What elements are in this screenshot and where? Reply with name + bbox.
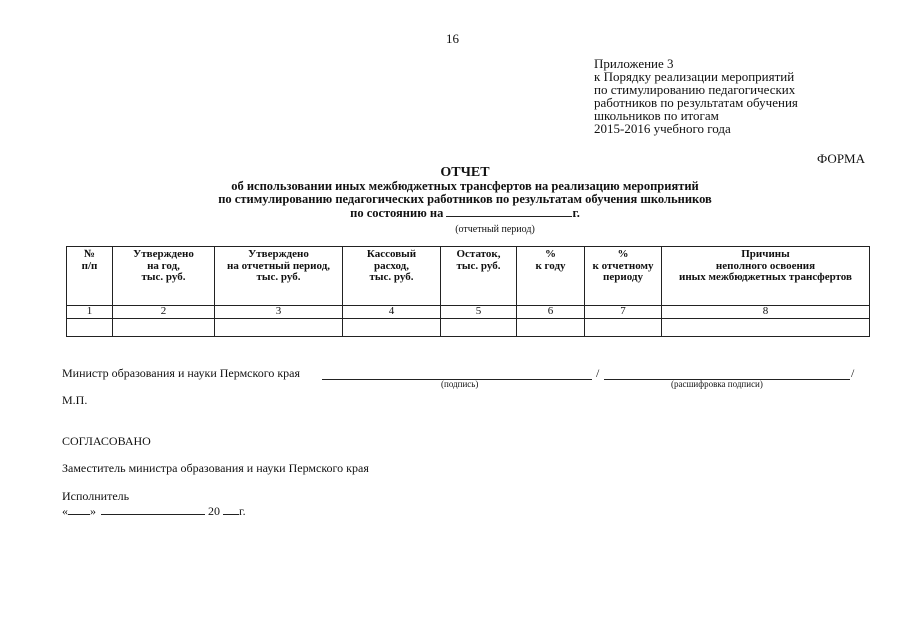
- signature-hint: (подпись): [441, 379, 479, 389]
- column-number: 6: [517, 306, 585, 319]
- report-title-block: [0, 165, 905, 220]
- appendix-line: школьников по итогам: [594, 108, 719, 123]
- header-cell: % к отчетному периоду: [585, 247, 662, 306]
- report-title: ОТЧЕТ: [440, 165, 490, 180]
- table-cell[interactable]: [113, 319, 215, 337]
- table-cell[interactable]: [585, 319, 662, 337]
- quote-open: «: [62, 504, 68, 518]
- report-subtitle-2: по стимулированию педагогических работников по результатам обучения школьников: [218, 192, 712, 206]
- appendix-line: по стимулированию педагогических: [594, 82, 796, 97]
- table-header-row: [67, 247, 870, 306]
- stamp-label: М.П.: [62, 393, 88, 407]
- year-blank[interactable]: [223, 504, 239, 515]
- month-blank[interactable]: [101, 504, 205, 515]
- column-number: 4: [343, 306, 441, 319]
- header-cell: Причины неполного освоения иных межбюджетных трансфертов: [662, 247, 870, 306]
- appendix-block: [594, 57, 798, 135]
- table-cell[interactable]: [343, 319, 441, 337]
- table-number-row: [67, 306, 870, 319]
- table-cell[interactable]: [215, 319, 343, 337]
- quote-close: »: [90, 504, 96, 518]
- column-number: 2: [113, 306, 215, 319]
- table-row: [67, 319, 870, 337]
- header-cell: № п/п: [67, 247, 113, 306]
- date-suffix: г.: [572, 206, 580, 220]
- table-cell[interactable]: [67, 319, 113, 337]
- column-number: 1: [67, 306, 113, 319]
- table-cell[interactable]: [662, 319, 870, 337]
- column-number: 7: [585, 306, 662, 319]
- appendix-line: 2015-2016 учебного года: [594, 121, 731, 136]
- table-cell[interactable]: [517, 319, 585, 337]
- table-cell[interactable]: [441, 319, 517, 337]
- approval-label: СОГЛАСОВАНО: [62, 434, 151, 448]
- header-cell: Остаток, тыс. руб.: [441, 247, 517, 306]
- header-cell: % к году: [517, 247, 585, 306]
- column-number: 3: [215, 306, 343, 319]
- column-number: 8: [662, 306, 870, 319]
- report-table: [66, 246, 870, 337]
- column-number: 5: [441, 306, 517, 319]
- appendix-line: Приложение 3: [594, 56, 674, 71]
- executor-date-line: [62, 504, 246, 519]
- year-prefix: 20: [208, 504, 220, 518]
- year-suffix: г.: [239, 504, 246, 518]
- minister-label: Министр образования и науки Пермского края: [62, 366, 301, 380]
- deputy-label: Заместитель министра образования и науки Пермского края: [62, 461, 369, 475]
- appendix-line: работников по результатам обучения: [594, 95, 798, 110]
- day-blank[interactable]: [68, 504, 90, 515]
- date-prefix: по состоянию на: [350, 206, 444, 220]
- report-date-line: [0, 206, 905, 220]
- signature-separator: /: [596, 366, 600, 380]
- header-cell: Утверждено на год, тыс. руб.: [113, 247, 215, 306]
- period-caption: (отчетный период): [455, 224, 535, 235]
- form-label: ФОРМА: [817, 151, 865, 166]
- decoding-separator: /: [851, 366, 855, 380]
- executor-label: Исполнитель: [62, 489, 130, 503]
- appendix-line: к Порядку реализации мероприятий: [594, 69, 795, 84]
- page-number: 16: [446, 31, 459, 46]
- decoding-hint: (расшифровка подписи): [671, 379, 763, 389]
- date-blank[interactable]: [446, 206, 572, 217]
- header-cell: Утверждено на отчетный период, тыс. руб.: [215, 247, 343, 306]
- report-subtitle-1: об использовании иных межбюджетных трансфертов на реализацию мероприятий: [231, 179, 699, 193]
- header-cell: Кассовый расход, тыс. руб.: [343, 247, 441, 306]
